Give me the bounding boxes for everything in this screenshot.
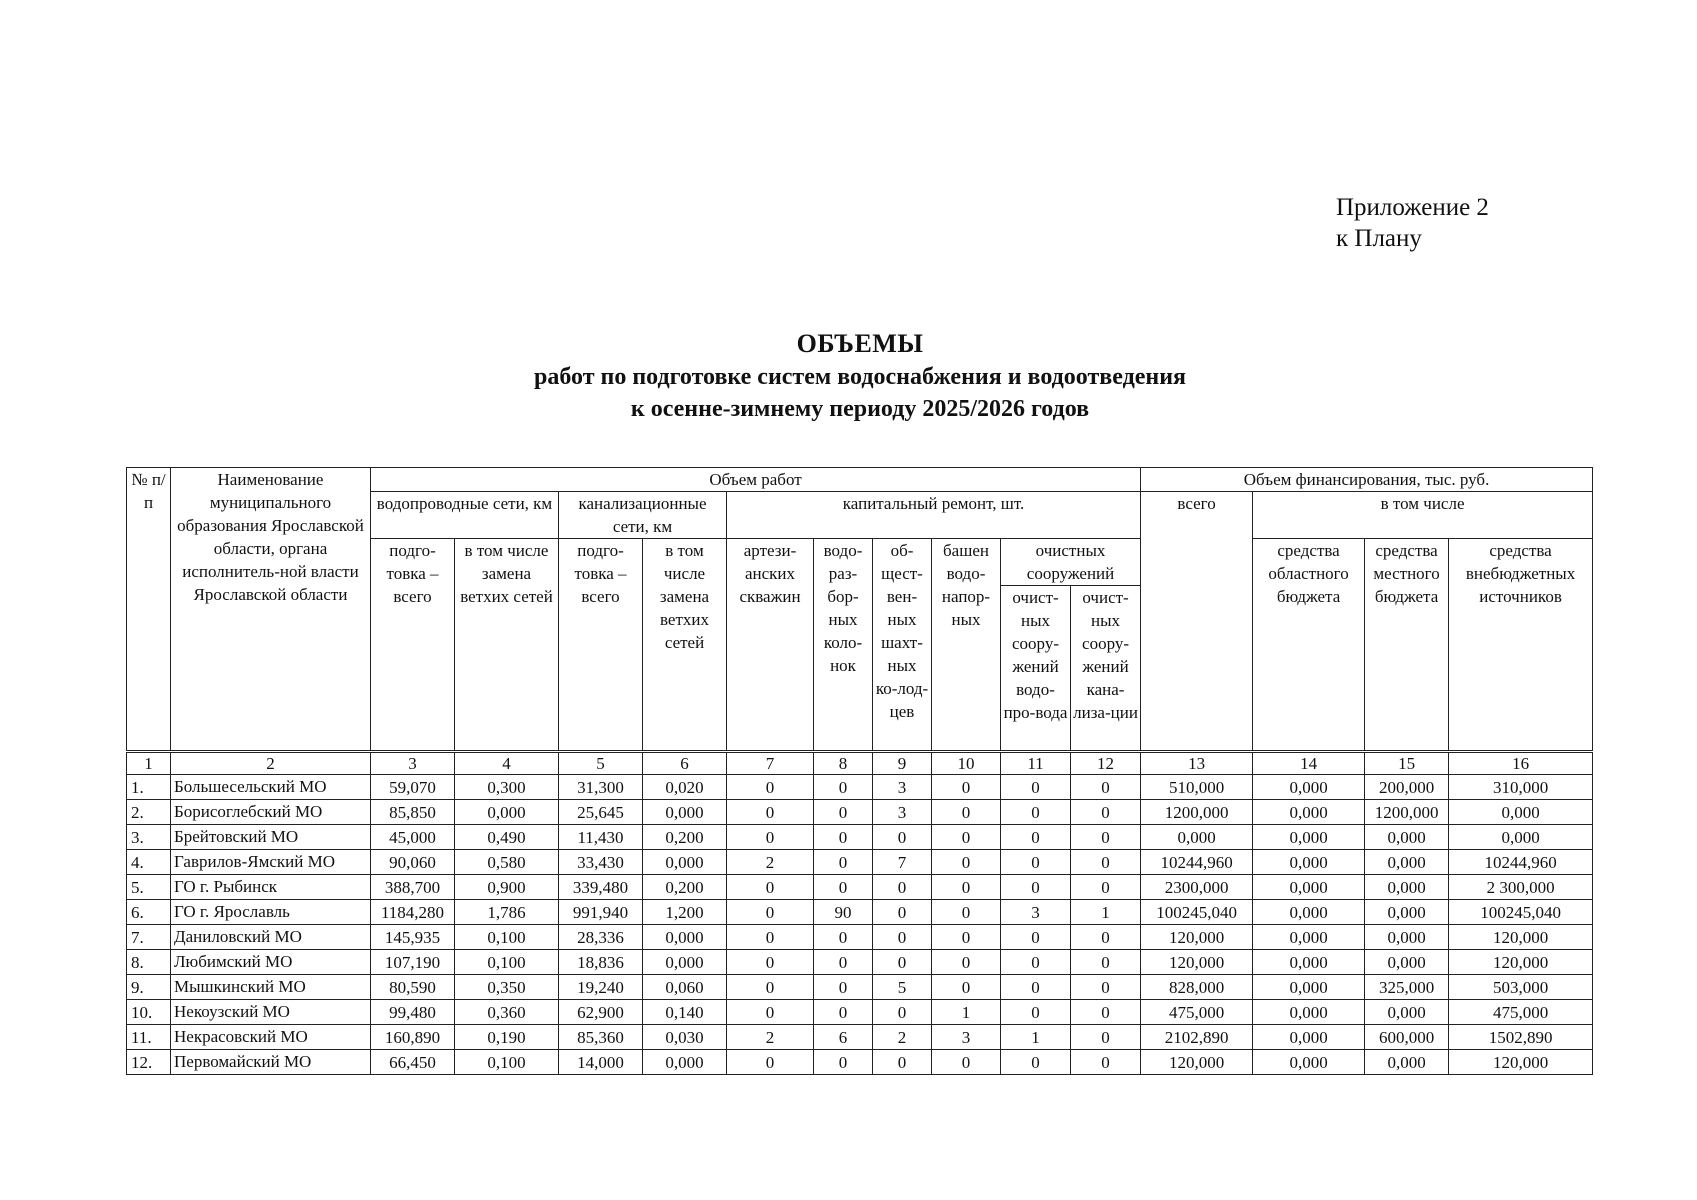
header-replace-water: в том числе замена ветхих сетей (455, 539, 559, 752)
header-towers: башен водо-напор-ных (932, 539, 1001, 752)
row-number: 10. (127, 1000, 171, 1025)
header-prep-total-water: подго-товка – всего (371, 539, 455, 752)
table-cell: 0 (814, 950, 873, 975)
table-cell: 1502,890 (1449, 1025, 1593, 1050)
table-cell: 85,360 (559, 1025, 643, 1050)
table-cell: 2 (727, 850, 814, 875)
table-cell: 62,900 (559, 1000, 643, 1025)
table-cell: 1,786 (455, 900, 559, 925)
table-cell: 0 (727, 1000, 814, 1025)
table-cell: 0,360 (455, 1000, 559, 1025)
table-cell: 3 (1001, 900, 1071, 925)
table-cell: 0 (727, 1050, 814, 1075)
table-cell: 3 (932, 1025, 1001, 1050)
table-cell: 0,000 (1253, 1025, 1365, 1050)
appendix-label (1336, 192, 1489, 254)
table-cell: 0,000 (1253, 1000, 1365, 1025)
table-cell: 0 (1001, 875, 1071, 900)
table-row (127, 1050, 1593, 1075)
title-line-2: работ по подготовке систем водоснабжения и водоотведения (533, 364, 1187, 390)
table-cell: 0 (727, 950, 814, 975)
row-number: 9. (127, 975, 171, 1000)
table-cell: 0 (1071, 975, 1141, 1000)
title-line-3: к осенне-зимнему периоду 2025/2026 годов (630, 396, 1090, 422)
table-row (127, 825, 1593, 850)
table-cell: 2 300,000 (1449, 875, 1593, 900)
table-cell: 0 (932, 900, 1001, 925)
table-row (127, 950, 1593, 975)
table-cell: 0,000 (1253, 875, 1365, 900)
table-cell: 0,000 (1365, 850, 1449, 875)
table-cell: 0 (932, 875, 1001, 900)
table-row (127, 900, 1593, 925)
table-cell: 503,000 (1449, 975, 1593, 1000)
table-cell: 828,000 (1141, 975, 1253, 1000)
municipality-name: ГО г. Ярославль (171, 900, 371, 925)
column-number: 8 (814, 752, 873, 775)
column-number: 2 (171, 752, 371, 775)
table-cell: 2102,890 (1141, 1025, 1253, 1050)
column-number: 12 (1071, 752, 1141, 775)
table-cell: 2 (873, 1025, 932, 1050)
table-cell: 0 (1071, 925, 1141, 950)
table-cell: 200,000 (1365, 775, 1449, 800)
table-row (127, 975, 1593, 1000)
table-cell: 3 (873, 775, 932, 800)
table-cell: 1 (932, 1000, 1001, 1025)
document-title (400, 327, 1320, 425)
table-cell: 0 (1001, 775, 1071, 800)
table-cell: 0 (814, 1050, 873, 1075)
table-cell: 7 (873, 850, 932, 875)
table-cell: 0 (814, 1000, 873, 1025)
column-number: 3 (371, 752, 455, 775)
table-cell: 6 (814, 1025, 873, 1050)
table-row (127, 775, 1593, 800)
row-number: 4. (127, 850, 171, 875)
table-cell: 100245,040 (1141, 900, 1253, 925)
table-cell: 31,300 (559, 775, 643, 800)
table-cell: 0,000 (643, 950, 727, 975)
table-cell: 100245,040 (1449, 900, 1593, 925)
table-cell: 0,000 (1449, 800, 1593, 825)
table-cell: 0 (1001, 850, 1071, 875)
table-cell: 0 (1071, 825, 1141, 850)
table-cell: 0 (873, 925, 932, 950)
row-number: 8. (127, 950, 171, 975)
header-funding: Объем финансирования, тыс. руб. (1141, 468, 1593, 492)
table-cell: 10244,960 (1449, 850, 1593, 875)
column-number: 13 (1141, 752, 1253, 775)
table-cell: 600,000 (1365, 1025, 1449, 1050)
table-cell: 0 (932, 950, 1001, 975)
table-cell: 0 (727, 800, 814, 825)
header-replace-sewer: в том числе замена ветхих сетей (643, 539, 727, 752)
table-row (127, 925, 1593, 950)
header-capital-repair: капитальный ремонт, шт. (727, 492, 1141, 539)
table-cell: 0,200 (643, 825, 727, 850)
table-cell: 0 (873, 900, 932, 925)
table-cell: 19,240 (559, 975, 643, 1000)
header-num: № п/п (127, 468, 171, 752)
table-cell: 145,935 (371, 925, 455, 950)
table-cell: 5 (873, 975, 932, 1000)
table-cell: 0 (1001, 975, 1071, 1000)
column-number: 6 (643, 752, 727, 775)
row-number: 3. (127, 825, 171, 850)
table-cell: 66,450 (371, 1050, 455, 1075)
table-cell: 33,430 (559, 850, 643, 875)
header-local: средства местного бюджета (1365, 539, 1449, 752)
municipality-name: Гаврилов-Ямский МО (171, 850, 371, 875)
table-cell: 0 (727, 825, 814, 850)
table-cell: 0,000 (1365, 900, 1449, 925)
table-cell: 0 (727, 775, 814, 800)
table-cell: 107,190 (371, 950, 455, 975)
table-cell: 25,645 (559, 800, 643, 825)
table-cell: 59,070 (371, 775, 455, 800)
table-cell: 0,030 (643, 1025, 727, 1050)
table-cell: 0,000 (1253, 900, 1365, 925)
column-number: 7 (727, 752, 814, 775)
table-cell: 0 (932, 850, 1001, 875)
table-cell: 18,836 (559, 950, 643, 975)
municipality-name: Большесельский МО (171, 775, 371, 800)
table-cell: 475,000 (1141, 1000, 1253, 1025)
table-cell: 120,000 (1449, 950, 1593, 975)
table-cell: 80,590 (371, 975, 455, 1000)
table-cell: 99,480 (371, 1000, 455, 1025)
column-number: 15 (1365, 752, 1449, 775)
municipality-name: Борисоглебский МО (171, 800, 371, 825)
table-cell: 0 (932, 825, 1001, 850)
table-cell: 1184,280 (371, 900, 455, 925)
appendix-line-2: к Плану (1336, 225, 1422, 252)
table-cell: 85,850 (371, 800, 455, 825)
table-cell: 339,480 (559, 875, 643, 900)
table-cell: 0 (727, 975, 814, 1000)
table-cell: 0,000 (643, 800, 727, 825)
header-treatment-water: очист-ных соору-жений водо-про-вода (1001, 586, 1071, 752)
table-cell: 0 (932, 800, 1001, 825)
table-row (127, 875, 1593, 900)
header-regional: средства областного бюджета (1253, 539, 1365, 752)
table-cell: 310,000 (1449, 775, 1593, 800)
table-cell: 0,580 (455, 850, 559, 875)
table-cell: 325,000 (1365, 975, 1449, 1000)
table-cell: 0,350 (455, 975, 559, 1000)
table-cell: 0,000 (643, 925, 727, 950)
table-cell: 0,000 (1365, 925, 1449, 950)
row-number: 1. (127, 775, 171, 800)
column-number: 1 (127, 752, 171, 775)
column-number: 5 (559, 752, 643, 775)
table-cell: 0 (1001, 800, 1071, 825)
row-number: 7. (127, 925, 171, 950)
volumes-table (126, 467, 1593, 1075)
header-funding-total: всего (1141, 492, 1253, 752)
table-cell: 120,000 (1449, 1050, 1593, 1075)
table-cell: 0 (1071, 1000, 1141, 1025)
table-cell: 0 (932, 1050, 1001, 1075)
header-sewer-nets: канализационные сети, км (559, 492, 727, 539)
table-cell: 120,000 (1141, 1050, 1253, 1075)
table-row (127, 850, 1593, 875)
table-cell: 0 (873, 1000, 932, 1025)
table-cell: 0,900 (455, 875, 559, 900)
row-number: 2. (127, 800, 171, 825)
municipality-name: Даниловский МО (171, 925, 371, 950)
table-cell: 0 (814, 925, 873, 950)
column-number: 4 (455, 752, 559, 775)
header-wells: об-щест-вен-ных шахт-ных ко-лод-цев (873, 539, 932, 752)
table-cell: 0 (1001, 1000, 1071, 1025)
title-line-1: ОБЪЕМЫ (796, 329, 924, 358)
table-cell: 0,140 (643, 1000, 727, 1025)
table-cell: 0,000 (1253, 775, 1365, 800)
table-cell: 0 (932, 925, 1001, 950)
table-cell: 0,100 (455, 950, 559, 975)
table-cell: 0,000 (1365, 875, 1449, 900)
table-cell: 0,000 (643, 850, 727, 875)
table-cell: 0,000 (1365, 1050, 1449, 1075)
table-cell: 0 (1071, 1050, 1141, 1075)
table-cell: 0,000 (1253, 950, 1365, 975)
table-cell: 0 (727, 875, 814, 900)
table-cell: 0,100 (455, 925, 559, 950)
header-extra: средства внебюджетных источников (1449, 539, 1593, 752)
header-treatment-sewer: очист-ных соору-жений кана-лиза-ции (1071, 586, 1141, 752)
header-including: в том числе (1253, 492, 1593, 539)
table-cell: 0 (1001, 925, 1071, 950)
municipality-name: Любимский МО (171, 950, 371, 975)
municipality-name: Некрасовский МО (171, 1025, 371, 1050)
table-row (127, 800, 1593, 825)
appendix-line-1: Приложение 2 (1336, 194, 1489, 221)
table-cell: 120,000 (1449, 925, 1593, 950)
table-cell: 0 (814, 850, 873, 875)
column-number: 9 (873, 752, 932, 775)
table-cell: 0,000 (1253, 850, 1365, 875)
header-treatment: очистных сооружений (1001, 539, 1141, 586)
municipality-name: Некоузский МО (171, 1000, 371, 1025)
table-cell: 0 (1071, 775, 1141, 800)
table-row (127, 1000, 1593, 1025)
table-cell: 0 (1001, 825, 1071, 850)
column-number: 10 (932, 752, 1001, 775)
table-cell: 120,000 (1141, 950, 1253, 975)
table-cell: 0,020 (643, 775, 727, 800)
table-cell: 2300,000 (1141, 875, 1253, 900)
table-cell: 0,000 (1253, 1050, 1365, 1075)
table-cell: 11,430 (559, 825, 643, 850)
table-cell: 0 (1071, 875, 1141, 900)
table-cell: 2 (727, 1025, 814, 1050)
table-cell: 0,100 (455, 1050, 559, 1075)
header-standpipes: водо-раз-бор-ных коло-нок (814, 539, 873, 752)
table-cell: 388,700 (371, 875, 455, 900)
table-row (127, 1025, 1593, 1050)
table-cell: 0 (814, 975, 873, 1000)
table-cell: 0,000 (1253, 825, 1365, 850)
table-cell: 0 (932, 975, 1001, 1000)
municipality-name: ГО г. Рыбинск (171, 875, 371, 900)
column-number-row (127, 752, 1593, 775)
municipality-name: Мышкинский МО (171, 975, 371, 1000)
column-number: 14 (1253, 752, 1365, 775)
table-cell: 90,060 (371, 850, 455, 875)
table-cell: 0 (727, 925, 814, 950)
row-number: 12. (127, 1050, 171, 1075)
table-cell: 14,000 (559, 1050, 643, 1075)
header-prep-total-sewer: подго-товка – всего (559, 539, 643, 752)
table-cell: 90 (814, 900, 873, 925)
header-name: Наименование муниципального образования Ярославской области, органа исполнитель-ной власти Ярославской области (171, 468, 371, 752)
table-cell: 0,490 (455, 825, 559, 850)
table-cell: 0,000 (1365, 825, 1449, 850)
table-cell: 0 (1071, 1025, 1141, 1050)
table-cell: 0 (873, 875, 932, 900)
table-cell: 0,000 (1253, 925, 1365, 950)
header-row-1 (127, 468, 1593, 492)
table-cell: 475,000 (1449, 1000, 1593, 1025)
table-cell: 1200,000 (1141, 800, 1253, 825)
table-cell: 1200,000 (1365, 800, 1449, 825)
table-cell: 0,000 (1365, 950, 1449, 975)
table-cell: 0 (727, 900, 814, 925)
table-cell: 0,060 (643, 975, 727, 1000)
table-cell: 0,200 (643, 875, 727, 900)
municipality-name: Первомайский МО (171, 1050, 371, 1075)
header-volume: Объем работ (371, 468, 1141, 492)
table-cell: 0,000 (1253, 975, 1365, 1000)
table-cell: 1 (1001, 1025, 1071, 1050)
table-cell: 10244,960 (1141, 850, 1253, 875)
table-cell: 0 (873, 825, 932, 850)
table-body (127, 752, 1593, 1075)
table-cell: 0,300 (455, 775, 559, 800)
table-cell: 0 (873, 1050, 932, 1075)
table-cell: 0 (814, 775, 873, 800)
header-artesian: артези-анских скважин (727, 539, 814, 752)
table-cell: 1 (1071, 900, 1141, 925)
table-cell: 0,000 (1449, 825, 1593, 850)
table-cell: 510,000 (1141, 775, 1253, 800)
table-cell: 120,000 (1141, 925, 1253, 950)
table-cell: 28,336 (559, 925, 643, 950)
row-number: 6. (127, 900, 171, 925)
table-cell: 0,000 (1253, 800, 1365, 825)
table-cell: 0 (932, 775, 1001, 800)
row-number: 11. (127, 1025, 171, 1050)
row-number: 5. (127, 875, 171, 900)
table-cell: 0 (814, 825, 873, 850)
table-cell: 0 (1071, 850, 1141, 875)
table-cell: 0 (814, 875, 873, 900)
table-cell: 160,890 (371, 1025, 455, 1050)
table-cell: 0,000 (643, 1050, 727, 1075)
table-cell: 0,000 (455, 800, 559, 825)
table-cell: 0 (1071, 800, 1141, 825)
header-water-nets: водопроводные сети, км (371, 492, 559, 539)
column-number: 11 (1001, 752, 1071, 775)
table-cell: 0 (873, 950, 932, 975)
table-cell: 0 (1001, 1050, 1071, 1075)
table-cell: 1,200 (643, 900, 727, 925)
table-cell: 45,000 (371, 825, 455, 850)
table-cell: 0,000 (1141, 825, 1253, 850)
table-cell: 991,940 (559, 900, 643, 925)
table-cell: 0,190 (455, 1025, 559, 1050)
table-cell: 0 (1001, 950, 1071, 975)
municipality-name: Брейтовский МО (171, 825, 371, 850)
table-cell: 3 (873, 800, 932, 825)
table-cell: 0,000 (1365, 1000, 1449, 1025)
column-number: 16 (1449, 752, 1593, 775)
table-cell: 0 (1071, 950, 1141, 975)
table-cell: 0 (814, 800, 873, 825)
